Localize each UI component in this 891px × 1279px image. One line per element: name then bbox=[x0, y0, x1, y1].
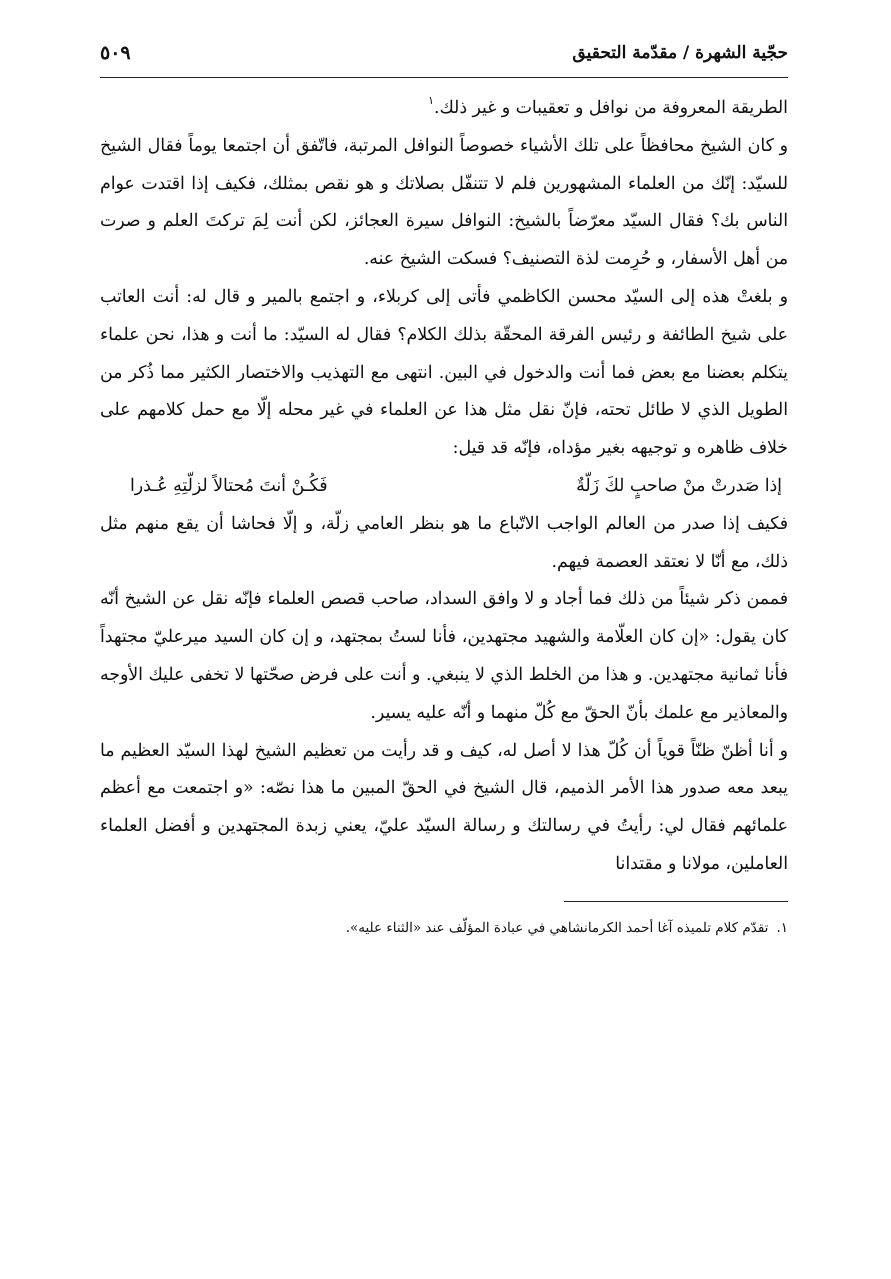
footnote-number: ١. bbox=[776, 920, 788, 936]
footnote-text: تقدّم كلام تلميذه آغا أحمد الكرمانشاهي في عبادة المؤلّف عند «الثناء عليه». bbox=[345, 920, 769, 936]
footnote-rule bbox=[564, 901, 788, 902]
paragraph-3: و بلغتْ هذه إلى السيّد محسن الكاظمي فأتى إلى كربلاء، و اجتمع بالمير و قال له: أنت العاتب على شيخ الطائفة و رئيس الفرقة المحقّة بذلك الكلام؟ فقال له السيّد: ما أنت و هذا، نحن علماء يتكلم بعضنا مع بعض فما أنت والدخول في البين. انتهى مع التهذيب والاختصار الكثير مما ذُكر من الطويل الذي لا طائل تحته، فإنّ نقل مثل هذا عن العلماء في غير محله إلّا مع حمل كلامهم على خلاف ظاهره و توجيهه بغير مؤداه، فإنّه قد قيل: bbox=[100, 286, 788, 459]
paragraph-2: و كان الشيخ محافظاً على تلك الأشياء خصوصاً النوافل المرتبة، فاتّفق أن اجتمعا يوماً فقال الشيخ للسيّد: إنّك من العلماء المشهورين فلم لا تتنفّل بصلاتك و هو نقص بمثلك، فكيف إذا اقتدت عوام الناس بك؟ فقال السيّد معرّضاً بالشيخ: النوافل سيرة العجائز، لكن أنت لِمَ تركتَ العلم و صرت من أهل الأسفار، و حُرِمت لذة التصنيف؟ فسكت الشيخ عنه. bbox=[100, 135, 788, 270]
main-text bbox=[100, 90, 788, 884]
running-title: حجّية الشهرة / مقدّمة التحقيق bbox=[572, 43, 788, 63]
footnote bbox=[100, 916, 788, 940]
page-number: ٥٠٩ bbox=[100, 42, 131, 64]
running-header bbox=[100, 38, 788, 68]
paragraph-1-text: الطريقة المعروفة من نوافل و تعقيبات و غير ذلك. bbox=[434, 98, 788, 118]
footnote-reference: ١ bbox=[428, 94, 434, 107]
header-rule bbox=[100, 77, 788, 78]
paragraph-5: فممن ذكر شيئاً من ذلك فما أجاد و لا وافق السداد، صاحب قصص العلماء فإنّه نقل عن الشيخ أنّه كان يقول: «إن كان العلّامة والشهيد مجتهدين، فأنا لستُ بمجتهد، و إن كان السيد ميرعليّ مجتهداً فأنا ثمانية مجتهدين. و هذا من الخلط الذي لا ينبغي. و أنت على فرض صحّتها لا تخفى عليك الأوجه والمعاذير مع علمك بأنّ الحقّ مع كُلّ منهما و أنّه عليه يسير. bbox=[100, 589, 788, 723]
verse-second-hemistich: فَكُـنْ أنتَ مُحتالاً لزلّتِهِ عُـذرا bbox=[130, 475, 328, 496]
paragraph-6: و أنا أظنّ ظنّاً قوياً أن كُلّ هذا لا أصل له، كيف و قد رأيت من تعظيم الشيخ لهذا السيّد العظيم ما يبعد معه صدور هذا الأمر الذميم، قال الشيخ في الحقّ المبين ما هذا نصّه: «و اجتمعت مع أعظم علمائهم فقال لي: رأيتُ في رسالتك و رسالة السيّد عليّ، يعني زبدة المجتهدين و أفضل العلماء العاملين، مولانا و مقتدانا bbox=[100, 740, 788, 874]
paragraph-1 bbox=[100, 90, 788, 128]
verse-first-hemistich: إذا صَدرتْ منْ صاحبٍ لكَ زَلّةٌ bbox=[576, 475, 782, 496]
paragraph-4: فكيف إذا صدر من العالم الواجب الاتّباع ما هو بنظر العامي زلّة، و إلّا فحاشا أن يقع منهم مثل ذلك، مع أنّا لا نعتقد العصمة فيهم. bbox=[100, 513, 788, 572]
poetry-verse bbox=[100, 468, 788, 506]
